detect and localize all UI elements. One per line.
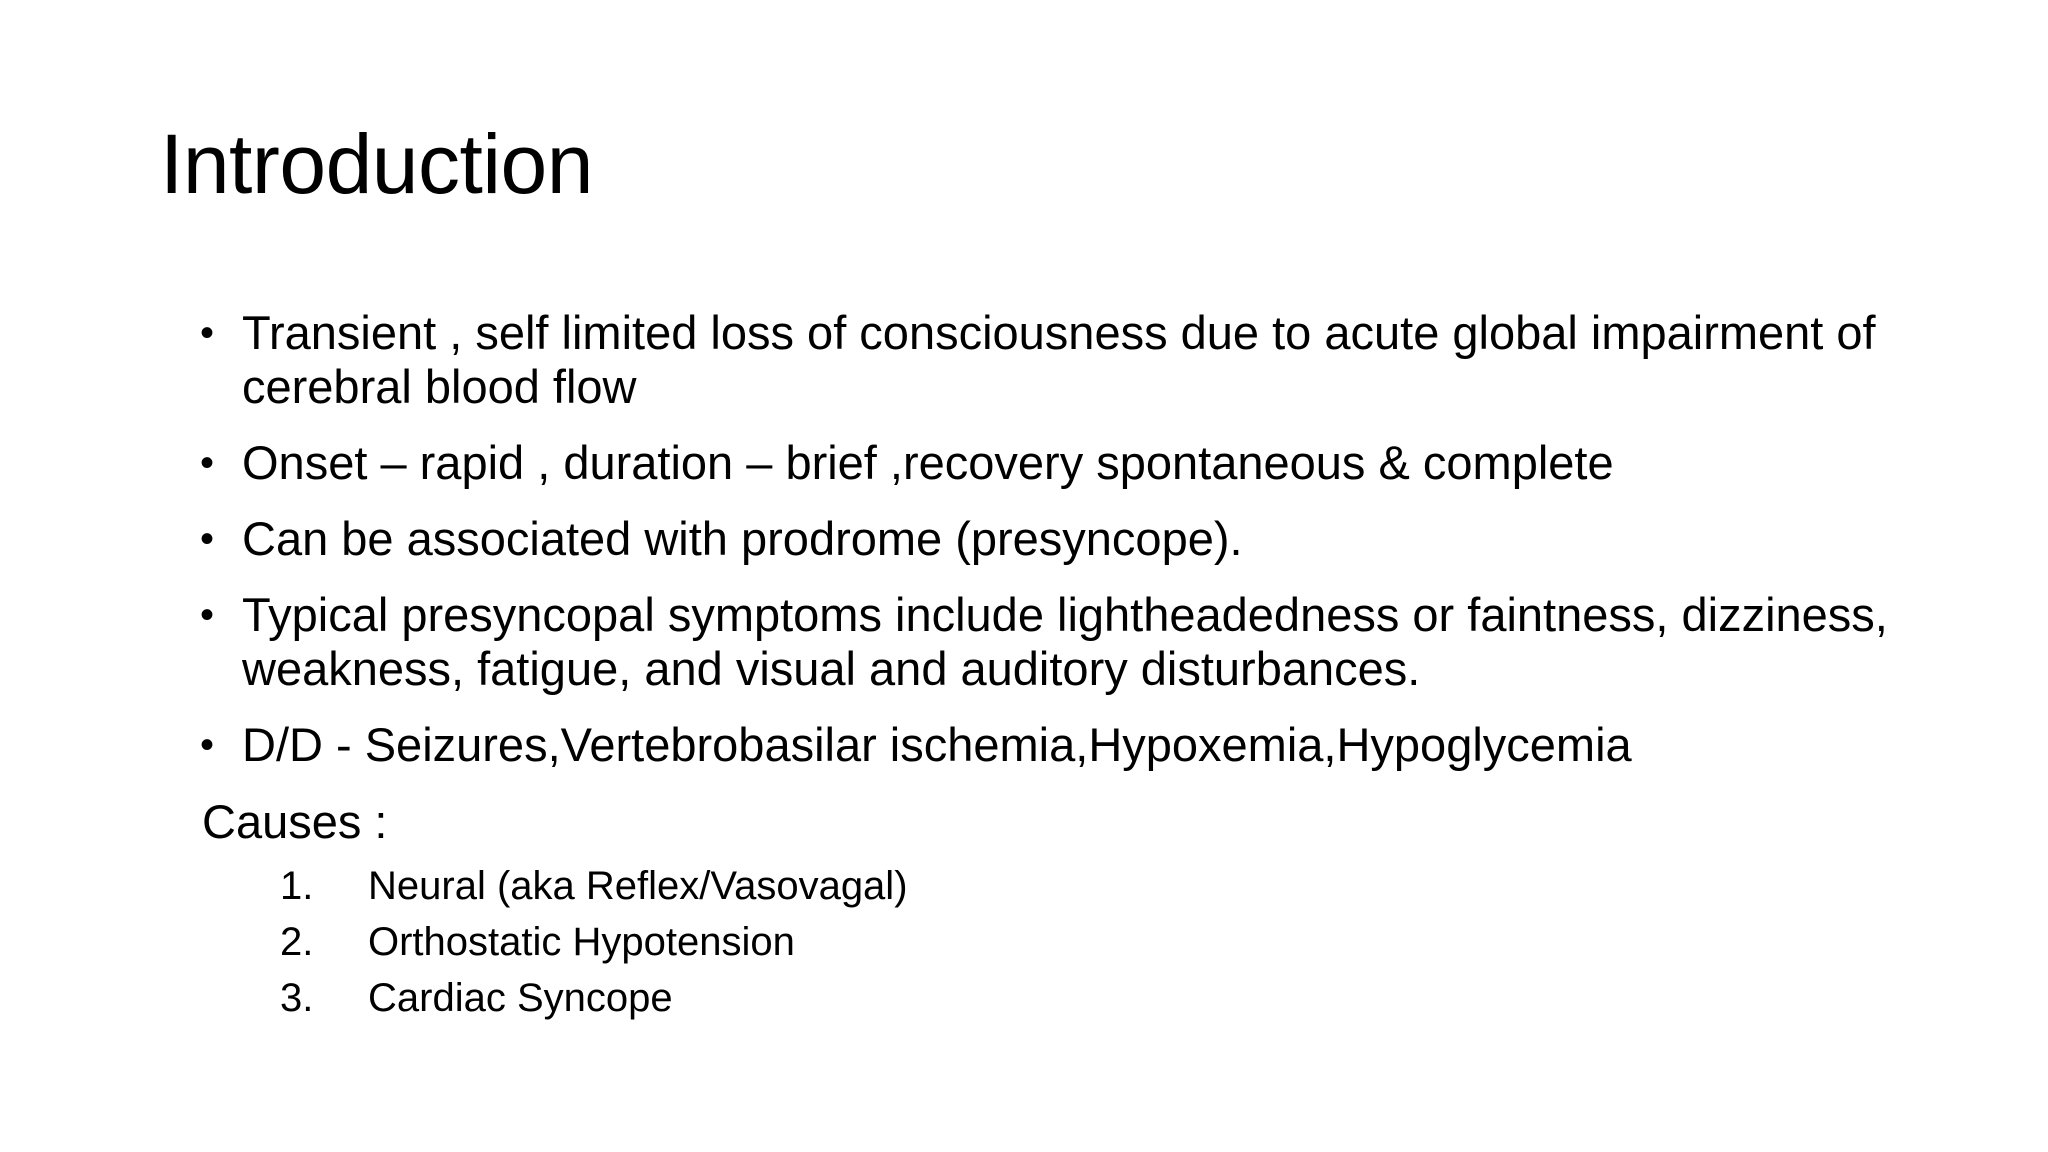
bullet-item — [200, 436, 1900, 490]
bullet-text: Can be associated with prodrome (presyncope). — [242, 512, 1243, 565]
bullet-icon: • — [200, 517, 215, 561]
list-item-number: 1. — [280, 864, 314, 908]
bullet-item — [200, 588, 1900, 696]
bullet-icon: • — [200, 593, 215, 637]
causes-list — [280, 858, 908, 1026]
list-item-number: 2. — [280, 920, 314, 964]
bullet-icon: • — [200, 311, 215, 355]
bullet-icon: • — [200, 441, 215, 485]
slide-title: Introduction — [160, 117, 593, 211]
list-item — [280, 858, 908, 914]
bullet-text: Typical presyncopal symptoms include lightheadedness or faintness, dizziness, weakness, fatigue, and visual and auditory disturbances. — [242, 588, 1888, 695]
bullet-text: Transient , self limited loss of consciousness due to acute global impairment of cerebral blood flow — [242, 306, 1876, 413]
list-item-text: Neural (aka Reflex/Vasovagal) — [368, 864, 908, 908]
bullet-item — [200, 512, 1900, 566]
list-item-text: Cardiac Syncope — [368, 976, 673, 1020]
list-item-text: Orthostatic Hypotension — [368, 920, 795, 964]
bullet-item — [200, 718, 1900, 772]
bullet-list — [200, 306, 1900, 794]
bullet-icon: • — [200, 723, 215, 767]
bullet-item — [200, 306, 1900, 414]
causes-heading: Causes : — [202, 795, 388, 848]
list-item — [280, 970, 908, 1026]
bullet-text: Onset – rapid , duration – brief ,recovery spontaneous & complete — [242, 436, 1614, 489]
list-item — [280, 914, 908, 970]
list-item-number: 3. — [280, 976, 314, 1020]
bullet-text: D/D - Seizures,Vertebrobasilar ischemia,Hypoxemia,Hypoglycemia — [242, 718, 1632, 771]
